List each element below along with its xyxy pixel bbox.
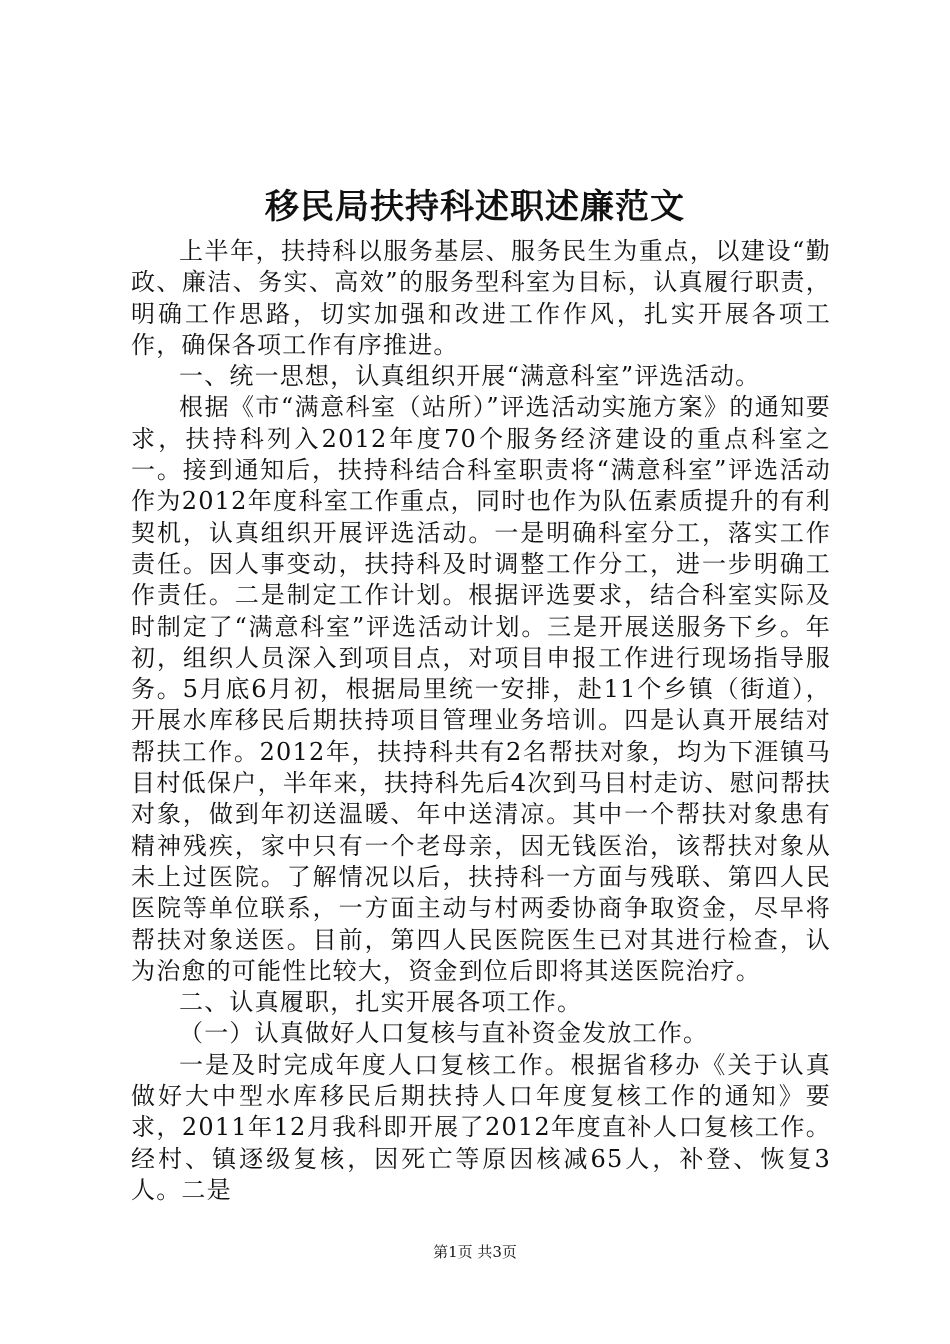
page-footer: 第1页 共3页 bbox=[433, 1243, 517, 1261]
subsection-heading-1: （一）认真做好人口复核与直补资金发放工作。 bbox=[179, 1019, 709, 1048]
paragraph-section-1: 根据《市“满意科室（站所）”评选活动实施方案》的通知要求，扶持科列入2012年度70个服务经济建设的重点科室之一。接到通知后，扶持科结合科室职责将“满意科室”评选活动作为2012年度科室工作重点，同时也作为队伍素质提升的有利契机，认真组织开展评选活动。一是明确科室分工，落实工作责任。因人事变动，扶持科及时调整工作分工，进一步明确工作责任。二是制定工作计划。根据评选要求，结合科室实际及时制定了“满意科室”评选活动计划。三是开展送服务下乡。年初，组织人员深入到项目点，对项目申报工作进行现场指导服务。5月底6月初，根据局里统一安排，赴11个乡镇（街道），开展水库移民后期扶持项目管理业务培训。四是认真开展结对帮扶工作。2012年，扶持科共有2名帮扶对象，均为下涯镇马目村低保户，半年来，扶持科先后4次到马目村走访、慰问帮扶对象，做到年初送温暖、年中送清凉。其中一个帮扶对象患有精神残疾，家中只有一个老母亲，因无钱医治，该帮扶对象从未上过医院。了解情况以后，扶持科一方面与残联、第四人民医院等单位联系，一方面主动与村两委协商争取资金，尽早将帮扶对象送医。目前，第四人民医院医生已对其进行检查，认为治愈的可能性比较大，资金到位后即将其送医院治疗。 bbox=[131, 393, 831, 985]
paragraph-intro: 上半年，扶持科以服务基层、服务民生为重点，以建设“勤政、廉洁、务实、高效”的服务型科室为目标，认真履行职责，明确工作思路，切实加强和改进工作作风，扎实开展各项工作，确保各项工作有序推进。 bbox=[131, 237, 831, 359]
paragraph-subsection-1: 一是及时完成年度人口复核工作。根据省移办《关于认真做好大中型水库移民后期扶持人口年度复核工作的通知》要求，2011年12月我科即开展了2012年度直补人口复核工作。经村、镇逐级复核，因死亡等原因核减65人，补登、恢复3人。二是 bbox=[131, 1050, 831, 1204]
document-body bbox=[131, 236, 831, 1206]
document-title: 移民局扶持科述职述廉范文 bbox=[265, 187, 685, 227]
section-heading-1: 一、统一思想，认真组织开展“满意科室”评选活动。 bbox=[179, 362, 761, 391]
section-heading-2: 二、认真履职，扎实开展各项工作。 bbox=[179, 988, 583, 1017]
